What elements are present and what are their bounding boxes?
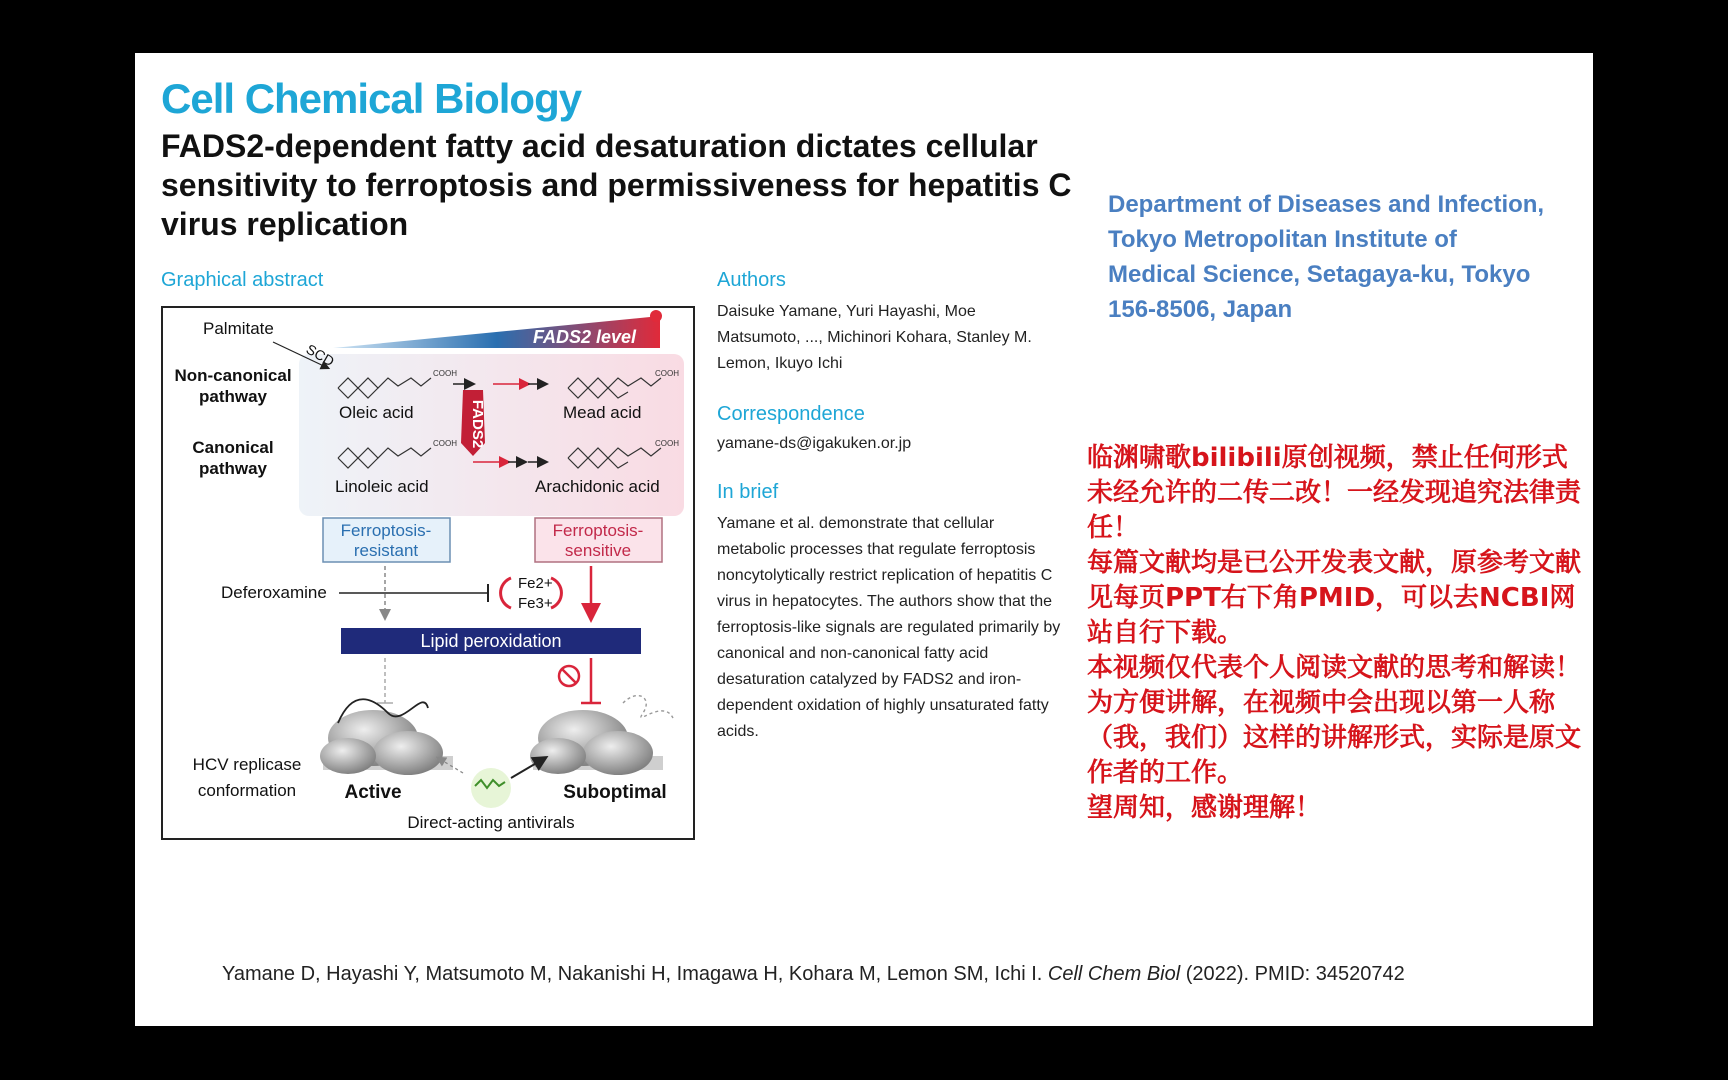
fads2-level-dot-icon (650, 310, 662, 322)
sensitive-label-1: Ferroptosis- (552, 521, 644, 540)
arachidonic-label: Arachidonic acid (535, 477, 660, 496)
canonical-label-1: Canonical (192, 438, 274, 457)
mead-label: Mead acid (563, 403, 642, 422)
fe2-label: Fe2+ (518, 575, 553, 592)
in-brief-text: Yamane et al. demonstrate that cellular metabolic processes that regulate ferroptosis noncytolytically restrict replication of hepatitis C virus in hepatocytes. The authors show that the ferroptosis-like signals are regulated primarily by canonical and non-canonical fatty acid desaturation catalyzed by FADS2 and iron-dependent oxidation of highly unsaturated fatty acids. (717, 515, 1061, 740)
daa-halo (471, 768, 511, 808)
affiliation: Department of Diseases and Infection, Tokyo Metropolitan Institute of Medical Science, Setagaya-ku, Tokyo 156-8506, Japan (1108, 191, 1545, 323)
oleic-label: Oleic acid (339, 403, 414, 422)
paper-title: FADS2-dependent fatty acid desaturation dictates cellular sensitivity to ferroptosis and permissiveness for hepatitis C virus replication (161, 128, 1072, 242)
oleic-cooh: COOH (433, 369, 457, 378)
scd-label: SCD (303, 340, 338, 370)
citation-tail: (2022). PMID: 34520742 (1185, 963, 1405, 985)
graphical-abstract (161, 306, 695, 840)
deferoxamine-label: Deferoxamine (221, 583, 327, 602)
citation-authors: Yamane D, Hayashi Y, Matsumoto M, Nakanishi H, Imagawa H, Kohara M, Lemon SM, Ichi I. (222, 963, 1043, 985)
sensitive-label-2: sensitive (564, 541, 632, 560)
resistant-label-2: resistant (353, 541, 419, 560)
suboptimal-label: Suboptimal (563, 782, 667, 803)
palmitate-label: Palmitate (203, 319, 274, 338)
active-replicase-icon (320, 699, 453, 775)
linoleic-cooh: COOH (433, 439, 457, 448)
notice-line: 本视频仅代表个人阅读文献的思考和解读！ (1087, 653, 1582, 683)
canonical-label-2: pathway (198, 459, 268, 478)
iron-cycle-left-icon (501, 578, 511, 608)
graphical-abstract-diagram (163, 308, 693, 838)
correspondence-heading: Correspondence (717, 403, 865, 425)
correspondence-email: yamane-ds@igakuken.or.jp (717, 435, 912, 452)
notice-line: 每篇文献均是已公开发表文献，原参考文献见每页PPT右下角PMID，可以去NCBI网站自行下载。 (1087, 548, 1582, 648)
notice-line: 为方便讲解，在视频中会出现以第一人称（我，我们）这样的讲解形式，实际是原文作者的工作。 (1087, 688, 1582, 788)
hcv-label-2: conformation (197, 781, 297, 800)
authors-heading: Authors (717, 269, 786, 291)
in-brief-heading: In brief (717, 481, 779, 503)
citation (222, 963, 1405, 986)
fads2-enzyme-label: FADS2 (469, 399, 486, 449)
fe3-label: Fe3+ (518, 595, 553, 612)
arachidonic-cooh: COOH (655, 439, 679, 448)
notice-block (1087, 441, 1587, 826)
active-label: Active (344, 782, 402, 803)
daa-label: Direct-acting antivirals (407, 813, 575, 832)
hcv-label-1: HCV replicase (192, 755, 302, 774)
suboptimal-replicase-icon (530, 696, 673, 775)
graphical-abstract-heading: Graphical abstract (161, 269, 324, 291)
noncanonical-label-1: Non-canonical (174, 366, 292, 385)
authors-list: Daisuke Yamane, Yuri Hayashi, Moe Matsumoto, ..., Michinori Kohara, Stanley M. Lemon, Ikuyo Ichi (717, 303, 1032, 372)
citation-journal: Cell Chem Biol (1047, 963, 1181, 985)
slide (135, 53, 1593, 1026)
fads2-level-label: FADS2 level (533, 327, 637, 347)
notice-line: 望周知，感谢理解！ (1087, 793, 1322, 823)
lipid-peroxidation-label: Lipid peroxidation (420, 631, 562, 651)
journal-name: Cell Chemical Biology (161, 75, 582, 122)
notice-line: 临渊啸歌bilibili原创视频，禁止任何形式未经允许的二传二改！一经发现追究法律责任！ (1087, 443, 1582, 543)
resistant-label-1: Ferroptosis- (340, 521, 432, 540)
mead-cooh: COOH (655, 369, 679, 378)
noncanonical-label-2: pathway (198, 387, 268, 406)
linoleic-label: Linoleic acid (335, 477, 429, 496)
no-symbol-slash (562, 669, 576, 683)
